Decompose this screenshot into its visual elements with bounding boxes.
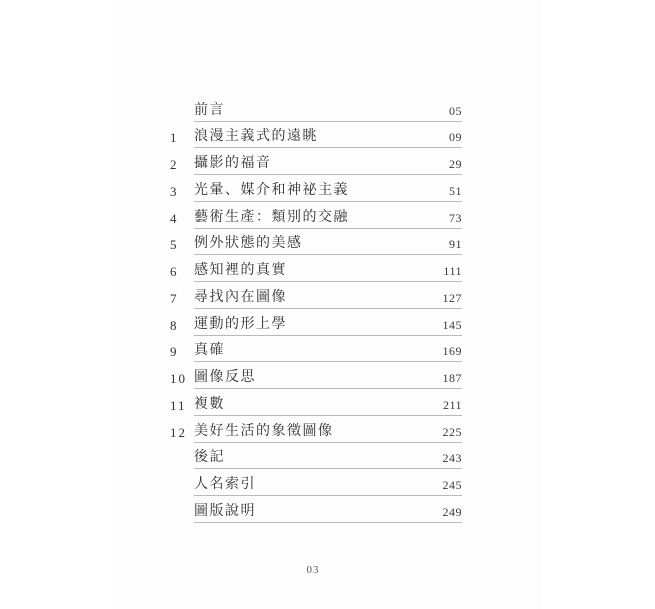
chapter-number: 2 — [170, 157, 179, 173]
toc-row — [168, 336, 462, 363]
toc-row — [168, 122, 462, 149]
chapter-number: 4 — [170, 210, 179, 226]
page-number: 127 — [442, 290, 462, 305]
page-number: 245 — [442, 478, 462, 493]
page-number: 05 — [449, 103, 462, 118]
page-number: 249 — [442, 504, 462, 519]
toc-entry — [194, 344, 462, 362]
page-number: 111 — [443, 264, 462, 279]
chapter-number — [168, 118, 194, 122]
page-number: 169 — [442, 344, 462, 359]
chapter-title: 美好生活的象徵圖像 — [194, 423, 334, 439]
toc-row — [168, 282, 462, 309]
toc-row — [168, 148, 462, 175]
toc-entry — [194, 130, 462, 148]
chapter-number — [168, 519, 194, 523]
toc-row — [168, 443, 462, 470]
page-number: 51 — [449, 183, 462, 198]
toc-row — [168, 496, 462, 523]
toc-entry — [194, 184, 462, 202]
toc-row — [168, 416, 462, 443]
chapter-number — [168, 465, 194, 469]
chapter-number: 5 — [170, 237, 179, 253]
toc-entry — [194, 371, 462, 389]
toc-entry — [194, 291, 462, 309]
chapter-title: 真確 — [194, 343, 225, 359]
chapter-number — [168, 492, 194, 496]
page-number: 211 — [442, 397, 462, 412]
chapter-title: 攝影的福音 — [194, 156, 272, 172]
toc-entry — [194, 425, 462, 443]
chapter-number: 3 — [170, 183, 179, 199]
chapter-number: 9 — [170, 344, 179, 360]
page-number: 09 — [449, 130, 462, 145]
page-number: 29 — [449, 157, 462, 172]
toc-entry — [194, 318, 462, 336]
toc-row — [168, 95, 462, 122]
chapter-title: 感知裡的真實 — [194, 263, 287, 279]
chapter-title: 浪漫主義式的遠眺 — [194, 129, 318, 145]
toc-entry — [194, 505, 462, 523]
toc-entry — [194, 157, 462, 175]
chapter-title: 後記 — [194, 450, 225, 466]
toc-entry — [194, 211, 462, 229]
chapter-number: 10 — [170, 371, 187, 387]
toc-row — [168, 229, 462, 256]
chapter-number: 8 — [170, 317, 179, 333]
page-number: 243 — [442, 451, 462, 466]
toc-row — [168, 469, 462, 496]
chapter-title: 運動的形上學 — [194, 316, 287, 332]
toc-entry — [194, 398, 462, 416]
chapter-title: 圖像反思 — [194, 370, 256, 386]
toc-row — [168, 202, 462, 229]
chapter-number: 11 — [170, 397, 187, 413]
toc-entry — [194, 237, 462, 255]
toc-entry — [194, 478, 462, 496]
chapter-title: 圖版說明 — [194, 503, 256, 519]
toc-row — [168, 362, 462, 389]
page-number: 91 — [449, 237, 462, 252]
folio-page-number: 03 — [306, 564, 320, 576]
page-number: 225 — [442, 424, 462, 439]
toc-entry — [194, 104, 462, 122]
chapter-number: 6 — [170, 264, 179, 280]
chapter-title: 尋找內在圖像 — [194, 289, 287, 305]
toc-row — [168, 175, 462, 202]
chapter-number: 1 — [170, 130, 179, 146]
chapter-number: 12 — [170, 424, 187, 440]
toc-row — [168, 309, 462, 336]
toc-row — [168, 389, 462, 416]
chapter-title: 前言 — [194, 102, 225, 118]
chapter-number: 7 — [170, 290, 179, 306]
toc-entry — [194, 264, 462, 282]
page-number: 73 — [449, 210, 462, 225]
chapter-title: 光暈、媒介和神祕主義 — [194, 182, 349, 198]
chapter-title: 複數 — [194, 396, 225, 412]
chapter-title: 藝術生產：類別的交融 — [194, 209, 349, 225]
page-number: 187 — [442, 371, 462, 386]
toc-entry — [194, 451, 462, 469]
page-number: 145 — [442, 317, 462, 332]
chapter-title: 例外狀態的美感 — [194, 236, 303, 252]
toc-row — [168, 255, 462, 282]
chapter-title: 人名索引 — [194, 477, 256, 493]
table-of-contents — [168, 95, 462, 523]
